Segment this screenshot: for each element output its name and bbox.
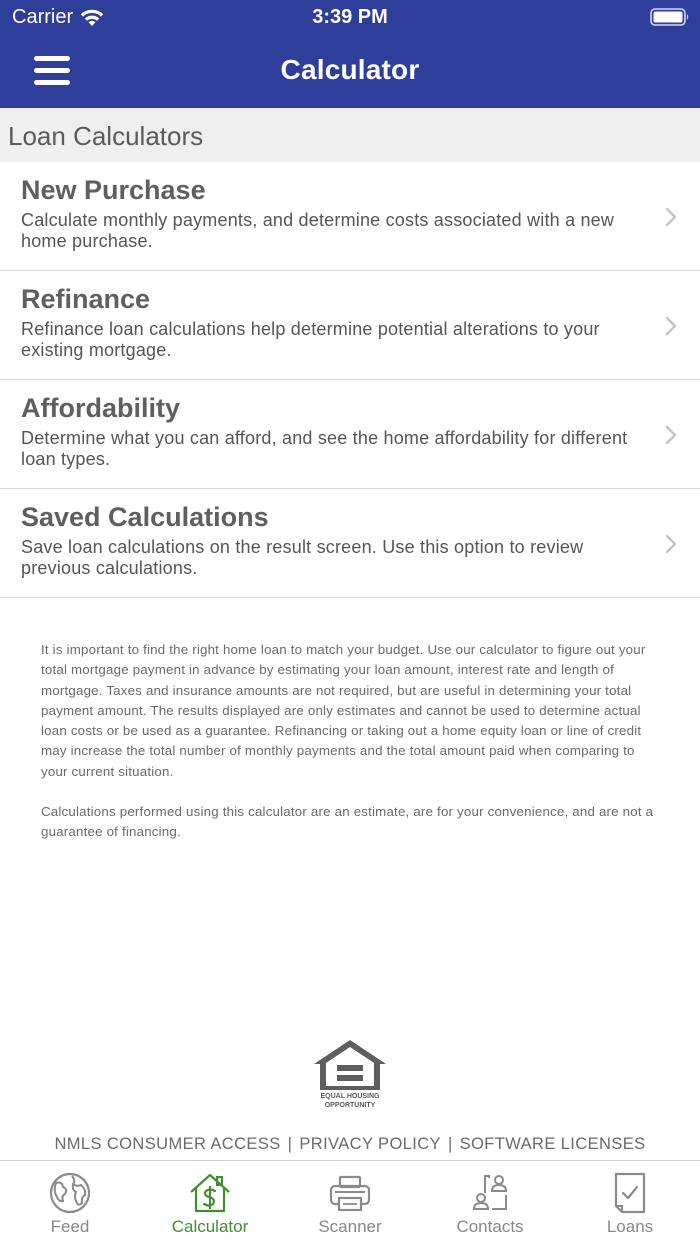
battery-icon [650,8,690,26]
house-dollar-icon [188,1171,232,1215]
tab-scanner[interactable] [280,1161,420,1244]
tab-feed[interactable] [0,1161,140,1244]
globe-icon [48,1171,92,1215]
item-title: Affordability [21,393,180,423]
privacy-policy-link[interactable]: PRIVACY POLICY [299,1135,441,1153]
disclaimer-paragraph: Calculations performed using this calculator are an estimate, are for your convenience, and are not a guarantee of financing. [41,804,654,840]
disclaimer-paragraph: It is important to find the right home loan to match your budget. Use our calculator to figure out your total mortgage payment in advance by estimating your loan amount, interest rate and length of mortgage. Taxes and insurance amounts are not required, but are useful in determining your total payment amount. The results displayed are only estimates and cannot be used to determine actual loan costs or be used as a guarantee. Refinancing or taking out a home equity loan or line of credit may increase the total number of monthly payments and the total amount paid when comparing to your current situation. [41,642,646,779]
item-title: Refinance [21,284,151,314]
status-bar [0,0,700,36]
tab-label: Feed [50,1217,90,1236]
document-check-icon [608,1171,652,1215]
section-header [0,108,700,162]
tab-label: Contacts [456,1217,524,1236]
tab-label: Calculator [171,1217,249,1236]
list-item-saved-calculations[interactable] [0,489,700,598]
tab-label: Scanner [318,1217,382,1236]
chevron-right-icon [664,425,678,445]
tab-label: Loans [606,1217,654,1236]
footer-separator: | [447,1135,453,1153]
equal-housing-line1: EQUAL HOUSING [320,1093,380,1100]
item-title: New Purchase [21,175,206,205]
navigation-bar [0,40,700,104]
app-header [0,0,700,108]
tab-calculator[interactable] [140,1161,280,1244]
status-time: 3:39 PM [312,6,388,28]
disclaimer-text [41,640,659,843]
contacts-icon [468,1171,512,1215]
nmls-consumer-access-link[interactable]: NMLS CONSUMER ACCESS [54,1135,281,1153]
footer-separator: | [287,1135,293,1153]
list-item-new-purchase[interactable] [0,162,700,271]
item-description: Determine what you can afford, and see the home affordability for different loan types. [21,428,628,469]
calculator-list [0,162,700,598]
item-description: Refinance loan calculations help determine potential alterations to your existing mortgage. [21,319,600,360]
equal-housing-text [300,1093,400,1110]
printer-icon [328,1171,372,1215]
carrier-label: Carrier [12,6,74,28]
chevron-right-icon [664,316,678,336]
list-item-refinance[interactable] [0,271,700,380]
software-licenses-link[interactable]: SOFTWARE LICENSES [459,1135,646,1153]
tab-loans[interactable] [560,1161,700,1244]
item-title: Saved Calculations [21,502,269,532]
chevron-right-icon [664,534,678,554]
tab-contacts[interactable] [420,1161,560,1244]
footer-links [0,1135,700,1154]
page-title: Calculator [280,54,420,85]
chevron-right-icon [664,207,678,227]
equal-housing-line2: OPPORTUNITY [324,1101,376,1109]
list-item-affordability[interactable] [0,380,700,489]
tab-bar [0,1160,700,1244]
item-description: Save loan calculations on the result screen. Use this option to review previous calculations. [21,537,584,578]
section-title: Loan Calculators [8,121,204,151]
item-description: Calculate monthly payments, and determine costs associated with a new home purchase. [21,210,615,251]
